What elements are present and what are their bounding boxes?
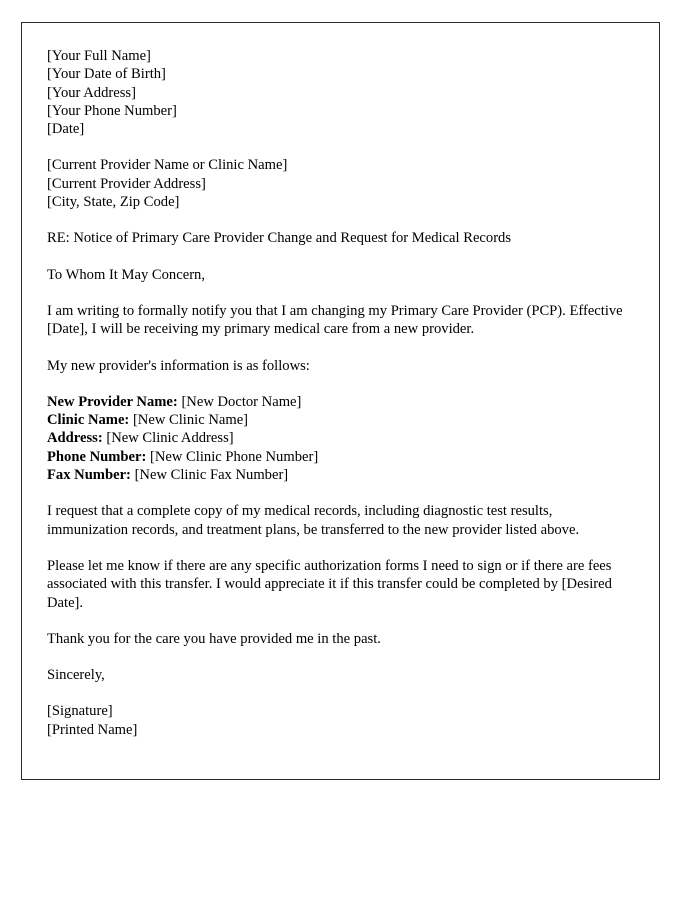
signature-placeholder: [Signature] [47,703,113,720]
signature-block [47,702,633,739]
new-provider-name-line [47,393,633,411]
body-paragraph-authorization-forms: Please let me know if there are any specific authorization forms I need to sign or if there are fees associated with this transfer. I would appreciate it if this transfer could be completed by [Desired Date]. [47,557,612,611]
new-clinic-address-value: [New Clinic Address] [106,430,234,447]
new-clinic-fax-label: Fax Number: [47,467,131,484]
letter-page [21,22,660,780]
body-paragraph-intro-provider-info: My new provider's information is as follows: [47,357,310,374]
new-clinic-fax-value: [New Clinic Fax Number] [134,467,289,484]
letter-date: [Date] [47,121,85,138]
recipient-address-block [47,156,633,211]
recipient-provider-address: [Current Provider Address] [47,175,206,192]
new-provider-name-label: New Provider Name: [47,393,178,410]
printed-name-placeholder: [Printed Name] [47,721,138,738]
new-clinic-phone-value: [New Clinic Phone Number] [149,448,319,465]
recipient-provider-name: [Current Provider Name or Clinic Name] [47,157,288,174]
new-clinic-name-label: Clinic Name: [47,412,130,429]
new-provider-details-block [47,393,633,484]
new-clinic-fax-line [47,466,633,484]
letter-content-area [22,23,659,739]
body-paragraph-thank-you: Thank you for the care you have provided me in the past. [47,630,381,647]
closing-salutation: Sincerely, [47,667,105,684]
new-clinic-address-line [47,429,633,447]
sender-address-block [47,47,633,138]
new-clinic-name-value: [New Clinic Name] [132,412,249,429]
recipient-city-state-zip: [City, State, Zip Code] [47,194,180,211]
body-paragraph-notification: I am writing to formally notify you that I am changing my Primary Care Provider (PCP). Effective [Date], I will be receiving my primary medical care from a new provider. [47,302,623,338]
letter-body [47,47,633,739]
sender-full-name: [Your Full Name] [47,48,151,64]
body-paragraph-records-request: I request that a complete copy of my medical records, including diagnostic test results, immunization records, and treatment plans, be transferred to the new provider listed above. [47,503,580,538]
salutation: To Whom It May Concern, [47,266,205,283]
new-clinic-address-label: Address: [47,430,103,447]
new-clinic-name-line [47,411,633,429]
sender-date-of-birth: [Your Date of Birth] [47,66,166,83]
sender-phone-number: [Your Phone Number] [47,102,177,119]
new-clinic-phone-line [47,448,633,466]
new-provider-name-value: [New Doctor Name] [181,393,302,410]
subject-line: RE: Notice of Primary Care Provider Change and Request for Medical Records [47,230,512,247]
new-clinic-phone-label: Phone Number: [47,448,147,465]
sender-address: [Your Address] [47,84,136,101]
